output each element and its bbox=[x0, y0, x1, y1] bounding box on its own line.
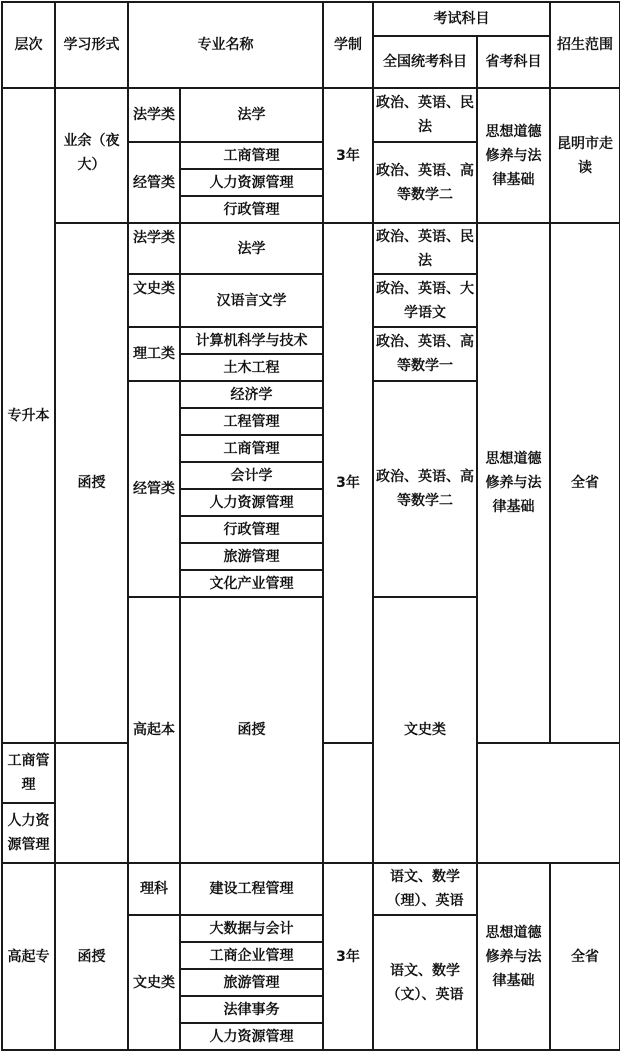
provincial-gqz: 思想道德修养与法律基础 bbox=[477, 863, 550, 1050]
major-business-admin: 工商管理 bbox=[180, 435, 323, 462]
major-big-data-accounting: 大数据与会计 bbox=[180, 915, 323, 942]
category-econ: 经管类 bbox=[128, 142, 180, 223]
exam-gqz-literature: 语文、数学（文）、英语 bbox=[373, 915, 477, 1050]
form-correspondence: 函授 bbox=[55, 223, 128, 743]
header-level: 层次 bbox=[2, 2, 55, 88]
major-computer-science: 计算机科学与技术 bbox=[180, 327, 323, 354]
duration-gqz: 3年 bbox=[323, 863, 373, 1050]
level-zsb: 专升本 bbox=[2, 88, 55, 743]
exam-literature: 政治、英语、大学语文 bbox=[373, 274, 477, 327]
exam-econ: 政治、英语、高等数学二 bbox=[373, 381, 477, 597]
major-tourism-management: 旅游管理 bbox=[180, 969, 323, 996]
category-law: 法学类 bbox=[128, 88, 180, 142]
scope-part-time: 昆明市走读 bbox=[550, 88, 620, 223]
level-gqb: 高起本 bbox=[128, 597, 180, 863]
form-part-time: 业余（夜大） bbox=[55, 88, 128, 223]
scope-correspondence: 全省 bbox=[550, 223, 620, 743]
major-hr: 人力资源管理 bbox=[2, 803, 55, 863]
major-accounting: 会计学 bbox=[180, 462, 323, 489]
major-business-admin: 工商管理 bbox=[180, 142, 323, 169]
category-law: 法学类 bbox=[128, 223, 180, 274]
duration-part-time: 3年 bbox=[323, 88, 373, 223]
major-economics: 经济学 bbox=[180, 381, 323, 408]
major-public-admin: 行政管理 bbox=[180, 196, 323, 223]
major-public-admin: 行政管理 bbox=[180, 516, 323, 543]
category-science: 理工类 bbox=[128, 327, 180, 381]
header-provincial-exam: 省考科目 bbox=[477, 36, 550, 88]
exam-gqz-science: 语文、数学（理）、英语 bbox=[373, 863, 477, 915]
duration-correspondence: 3年 bbox=[323, 223, 373, 743]
level-gqz: 高起专 bbox=[2, 863, 55, 1050]
header-national-exam: 全国统考科目 bbox=[373, 36, 477, 88]
major-construction-management: 建设工程管理 bbox=[180, 863, 323, 915]
exam-law: 政治、英语、民法 bbox=[373, 223, 477, 274]
header-enroll-scope: 招生范围 bbox=[550, 2, 620, 88]
exam-econ: 政治、英语、高等数学二 bbox=[373, 142, 477, 223]
major-tourism-management: 旅游管理 bbox=[180, 543, 323, 570]
header-major: 专业名称 bbox=[128, 2, 323, 88]
provincial-part-time: 思想道德修养与法律基础 bbox=[477, 88, 550, 223]
category-gqb: 文史类 bbox=[373, 597, 477, 863]
category-econ: 经管类 bbox=[128, 381, 180, 597]
exam-science: 政治、英语、高等数学一 bbox=[373, 327, 477, 381]
exam-law: 政治、英语、民法 bbox=[373, 88, 477, 142]
major-law: 法学 bbox=[180, 88, 323, 142]
major-hr: 人力资源管理 bbox=[180, 169, 323, 196]
major-hr: 人力资源管理 bbox=[180, 489, 323, 516]
major-cultural-industry: 文化产业管理 bbox=[180, 570, 323, 597]
header-exam: 考试科目 bbox=[373, 2, 550, 36]
enrollment-table bbox=[1, 1, 620, 1051]
scope-gqz: 全省 bbox=[550, 863, 620, 1050]
provincial-correspondence: 思想道德修养与法律基础 bbox=[477, 223, 550, 743]
header-duration: 学制 bbox=[323, 2, 373, 88]
category-science: 理科 bbox=[128, 863, 180, 915]
major-business-enterprise-management: 工商企业管理 bbox=[180, 942, 323, 969]
category-literature: 文史类 bbox=[128, 274, 180, 327]
major-hr: 人力资源管理 bbox=[180, 1023, 323, 1050]
major-law: 法学 bbox=[180, 223, 323, 274]
major-civil-engineering: 土木工程 bbox=[180, 354, 323, 381]
major-business-admin: 工商管理 bbox=[2, 743, 55, 803]
header-study-form: 学习形式 bbox=[55, 2, 128, 88]
category-literature: 文史类 bbox=[128, 915, 180, 1050]
form-gqz: 函授 bbox=[55, 863, 128, 1050]
major-chinese-literature: 汉语言文学 bbox=[180, 274, 323, 327]
form-gqb: 函授 bbox=[180, 597, 323, 863]
major-legal-affairs: 法律事务 bbox=[180, 996, 323, 1023]
major-engineering-management: 工程管理 bbox=[180, 408, 323, 435]
